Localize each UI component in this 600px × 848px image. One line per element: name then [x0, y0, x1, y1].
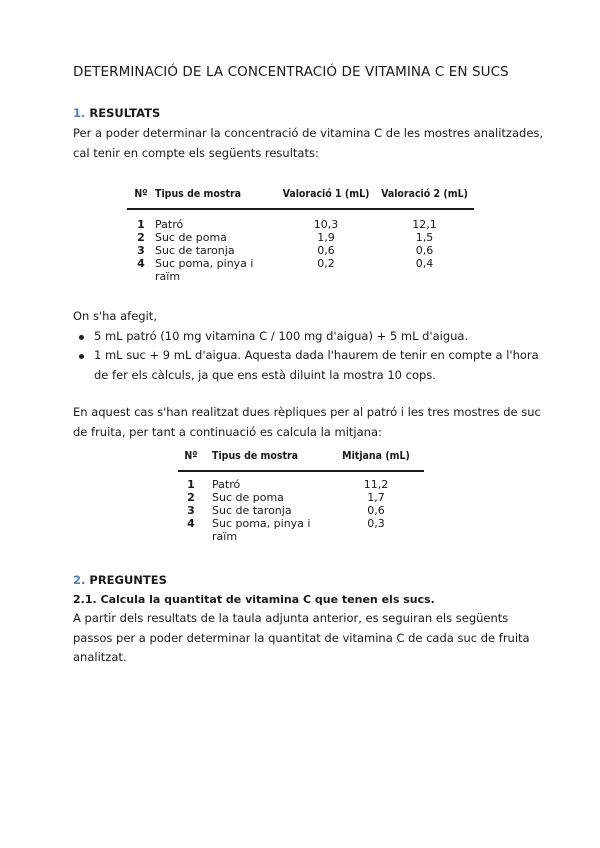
- cell-val2: 12,1: [412, 218, 437, 231]
- cell-val1: 0,2: [317, 257, 335, 270]
- table-row: [127, 218, 474, 231]
- cell-val1: 10,3: [313, 218, 339, 231]
- col-header-type: Tipus de mostra: [212, 450, 299, 462]
- table-row: [178, 517, 424, 543]
- table-header-row: [127, 188, 474, 210]
- cell-type: Suc poma, pinya i raïm: [212, 517, 311, 543]
- cell-val1: 0,6: [317, 244, 335, 257]
- bullet-item: [94, 346, 539, 385]
- question-paragraph: [73, 609, 530, 668]
- table-row: [178, 478, 424, 491]
- cell-average: 0,6: [367, 504, 385, 517]
- question-line: analitzat.: [73, 650, 127, 664]
- cell-number: 2: [137, 231, 145, 244]
- table-row: [178, 491, 424, 504]
- cell-type: Suc de taronja: [155, 244, 235, 257]
- table-row: [127, 244, 474, 257]
- col-header-val1: Valoració 1 (mL): [282, 188, 370, 200]
- replicas-line: En aquest cas s'han realitzat dues rèpliques per al patró i les tres mostres de suc: [73, 405, 541, 419]
- section-1-heading: [73, 106, 160, 120]
- cell-number: 3: [137, 244, 145, 257]
- section-1-label: RESULTATS: [89, 106, 161, 120]
- col-header-val2: Valoració 2 (mL): [381, 188, 468, 200]
- cell-number: 3: [187, 504, 195, 517]
- cell-average: 0,3: [367, 517, 385, 530]
- cell-number: 1: [187, 478, 195, 491]
- question-line: A partir dels resultats de la taula adjunta anterior, es seguiran els següents: [73, 611, 509, 625]
- cell-val2: 0,6: [415, 244, 434, 257]
- section-2-number: 2.: [73, 573, 86, 587]
- cell-type: Suc de taronja: [212, 504, 292, 517]
- bullet-line: de fer els càlculs, ja que ens està diluint la mostra 10 cops.: [94, 367, 436, 382]
- section-2-heading: [73, 573, 167, 587]
- table-row: [178, 504, 424, 517]
- bullet-icon: [79, 335, 84, 340]
- cell-number: 1: [137, 218, 145, 231]
- cell-type: Suc de poma: [212, 491, 284, 504]
- cell-type: Suc poma, pinya i raïm: [155, 257, 254, 283]
- bullet-icon: [79, 354, 84, 359]
- cell-number: 4: [187, 517, 195, 530]
- cell-type: Suc de poma: [155, 231, 227, 244]
- replicas-paragraph: [73, 403, 541, 442]
- cell-val2: 1,5: [415, 231, 434, 244]
- section-1-number: 1.: [73, 106, 86, 120]
- cell-number: 2: [187, 491, 195, 504]
- results-table: [127, 188, 474, 283]
- cell-type: Patró: [155, 218, 184, 231]
- section-2-label: PREGUNTES: [89, 573, 167, 587]
- document-title: DETERMINACIÓ DE LA CONCENTRACIÓ DE VITAMINA C EN SUCS: [73, 64, 509, 80]
- intro-line: Per a poder determinar la concentració de vitamina C de les mostres analitzades,: [73, 126, 544, 140]
- table-header-rule: [178, 470, 424, 472]
- col-header-type: Tipus de mostra: [155, 188, 242, 200]
- cell-val1: 1,9: [317, 231, 335, 244]
- averages-table: [178, 450, 424, 543]
- table-header-rule: [127, 208, 474, 210]
- cell-average: 1,7: [367, 491, 385, 504]
- col-header-number: Nº: [134, 188, 148, 200]
- bullet-item: 5 mL patró (10 mg vitamina C / 100 mg d'aigua) + 5 mL d'aigua.: [94, 329, 469, 343]
- cell-number: 4: [137, 257, 145, 270]
- table-row: [127, 257, 474, 283]
- cell-average: 11,2: [363, 478, 389, 491]
- intro-line: cal tenir en compte els següents resultats:: [73, 145, 319, 160]
- bullet-line: 1 mL suc + 9 mL d'aigua. Aquesta dada l'haurem de tenir en compte a l'hora: [94, 348, 539, 362]
- replicas-line: de fruita, per tant a continuació es calcula la mitjana:: [73, 424, 382, 439]
- table-header-row: [178, 450, 424, 472]
- cell-val2: 0,4: [415, 257, 434, 270]
- question-line: passos per a poder determinar la quantitat de vitamina C de cada suc de fruita: [73, 630, 530, 645]
- question-2-1: 2.1. Calcula la quantitat de vitamina C que tenen els sucs.: [73, 593, 435, 606]
- intro-paragraph: [73, 124, 543, 163]
- cell-type: Patró: [212, 478, 241, 491]
- table-row: [127, 231, 474, 244]
- col-header-number: Nº: [184, 450, 198, 462]
- col-header-average: Mitjana (mL): [342, 450, 410, 462]
- added-intro: On s'ha afegit,: [73, 309, 157, 323]
